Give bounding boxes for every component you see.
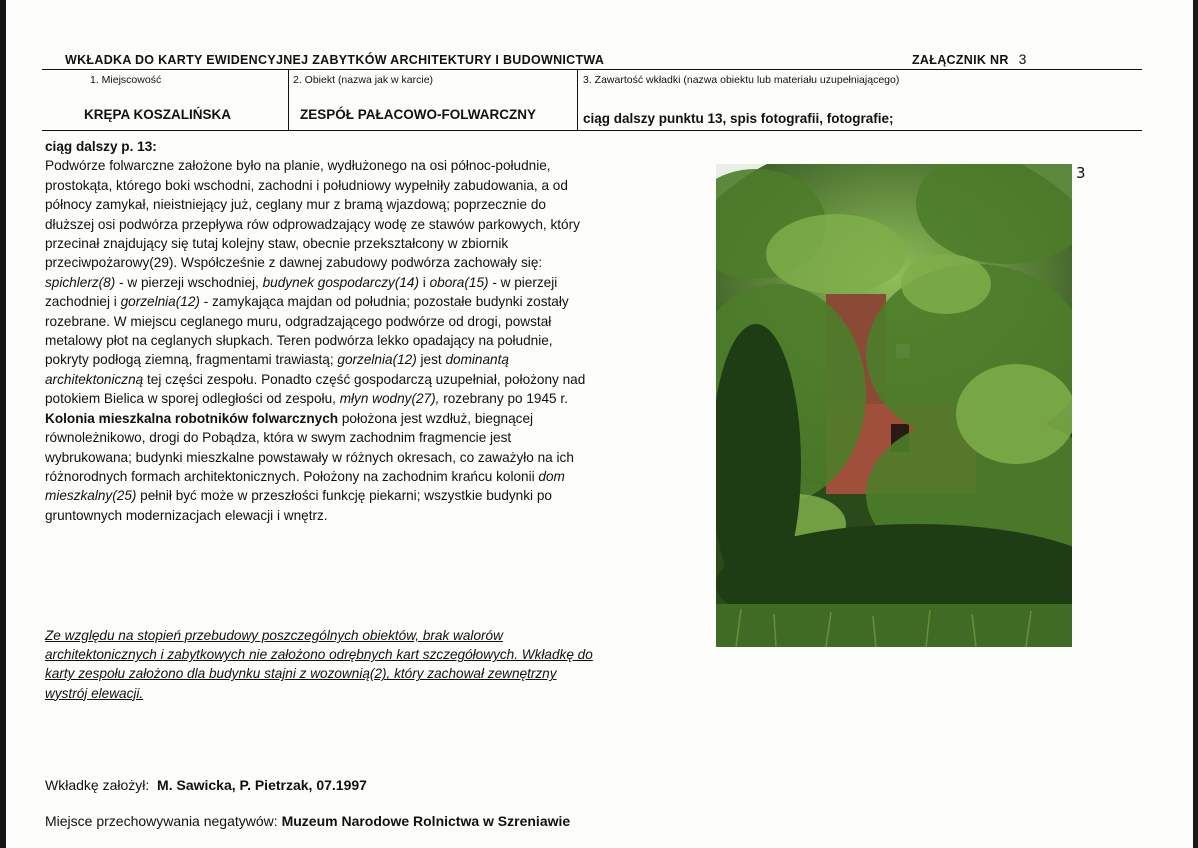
object-name: spichlerz(8) [45,274,116,290]
field-value-locality: KRĘPA KOSZALIŃSKA [84,107,232,122]
header-top-rule [42,69,1142,70]
note-underlined: Ze względu na stopień przebudowy poszczególnych obiektów, brak walorów architektonicznych i zabytkowych nie założono odrębnych kart szczegółowych. Wkładkę do karty zespołu założono dla budynku stajni z wozownią(2), który zachował zewnętrzny wystrój elewacji. [45,628,593,701]
text-run: - zamykająca majdan od południa; pozostałe budynki zostały rozebrane. W miejscu ceglanego muru, odgradzającego podwórze od drogi, powstał metalowy płot na ceglanych słupkach. Teren podwórza lekko opadający na południe, pokryty podłogą ziemną, fragmentami trawiastą; [45,294,569,368]
field-label-contents: 3. Zawartość wkładki (nazwa obiektu lub materiału uzupełniającego) [583,74,900,86]
attachment-number [912,51,1027,67]
paragraph-farmyard [45,156,595,408]
photograph [716,164,1072,647]
founded-by [45,777,367,793]
description-text [45,137,595,525]
scan-edge-left [0,0,6,848]
text-run: Podwórze folwarczne założone było na planie, wydłużonego na osi północ-południe, prostokąta, którego boki wschodni, zachodni i południowy wypełniły zabudowania, a od północy zamykał, nieistniejący już, ceglany mur z bramą wjazdową; poprzecznie do dłuższej osi podwórza przepływa rów odprowadzający wodę ze stawów parkowych, który przecinał znajdujący się tutaj kolejny staw, obecnie przekształcony w zbiornik przeciwpożarowy(29). Współcześnie z dawnej zabudowy podwórza zachowały się: [45,158,580,271]
object-name: gorzelnia(12) [337,352,417,368]
photo-forest-ruin [716,164,1072,647]
text-run: położona jest wzdłuż, biegnącej równoleżnikowo, drogi do Pobądza, która w swym zachodnim fragmencie jest wybrukowana; budynki mieszkalne powstawały w różnych okresach, co zaważyło na ich różnorodnych formach architektonicznych. Położony na zachodnim krańcu kolonii [45,410,574,484]
paragraph-colony [45,409,595,525]
text-run: - w pierzeji zachodniej i [45,274,558,310]
form-title: WKŁADKA DO KARTY EWIDENCYJNEJ ZABYTKÓW ARCHITEKTURY I BUDOWNICTWA [65,53,605,67]
storage-value: Muzeum Narodowe Rolnictwa w Szreniawie [281,813,571,829]
header-bottom-rule [42,130,1142,131]
photo-number: 3 [1076,164,1086,182]
founded-value: M. Sawicka, P. Pietrzak, 07.1997 [157,777,367,793]
text-run: i [419,274,430,290]
object-name: obora(15) [429,274,489,290]
text-run: tej części zespołu. Ponadto część gospodarczą uzupełniał, położony nad potokiem Bielica w sporej odległości od zespołu, [45,371,586,407]
column-divider-1 [288,70,289,130]
object-name: gorzelnia(12) [120,294,200,310]
storage-label: Miejsce przechowywania negatywów: [45,813,278,829]
text-run: pełnił być może w przeszłości funkcję piekarni; wszystkie budynki po gruntownych modernizacjach elewacji i wnętrz. [45,488,552,523]
object-name: dom mieszkalny(25) [45,468,565,504]
text-run: - w pierzeji wschodniej, [115,274,263,290]
attachment-number-value: 3 [1018,51,1027,67]
text-run: jest [416,352,446,368]
negatives-storage [45,813,570,829]
text-run: rozebrany po 1945 r. [439,391,568,407]
founded-label: Wkładkę założył: [45,777,150,793]
field-value-contents: ciąg dalszy punktu 13, spis fotografii, fotografie; [583,111,894,126]
field-label-object: 2. Obiekt (nazwa jak w karcie) [293,74,434,86]
scan-edge-right [1193,0,1198,848]
section-heading: ciąg dalszy p. 13: [45,139,157,154]
emphasis: dominantą architektoniczną [45,352,509,387]
field-value-object: ZESPÓŁ PAŁACOWO-FOLWARCZNY [300,107,536,122]
object-name: budynek gospodarczy(14) [262,274,420,290]
attachment-label: ZAŁĄCZNIK NR [912,53,1009,67]
colony-heading: Kolonia mieszkalna robotników folwarcznych [45,410,339,426]
column-divider-2 [577,70,578,130]
field-label-locality: 1. Miejscowość [90,74,162,86]
object-name: młyn wodny(27), [339,391,440,407]
